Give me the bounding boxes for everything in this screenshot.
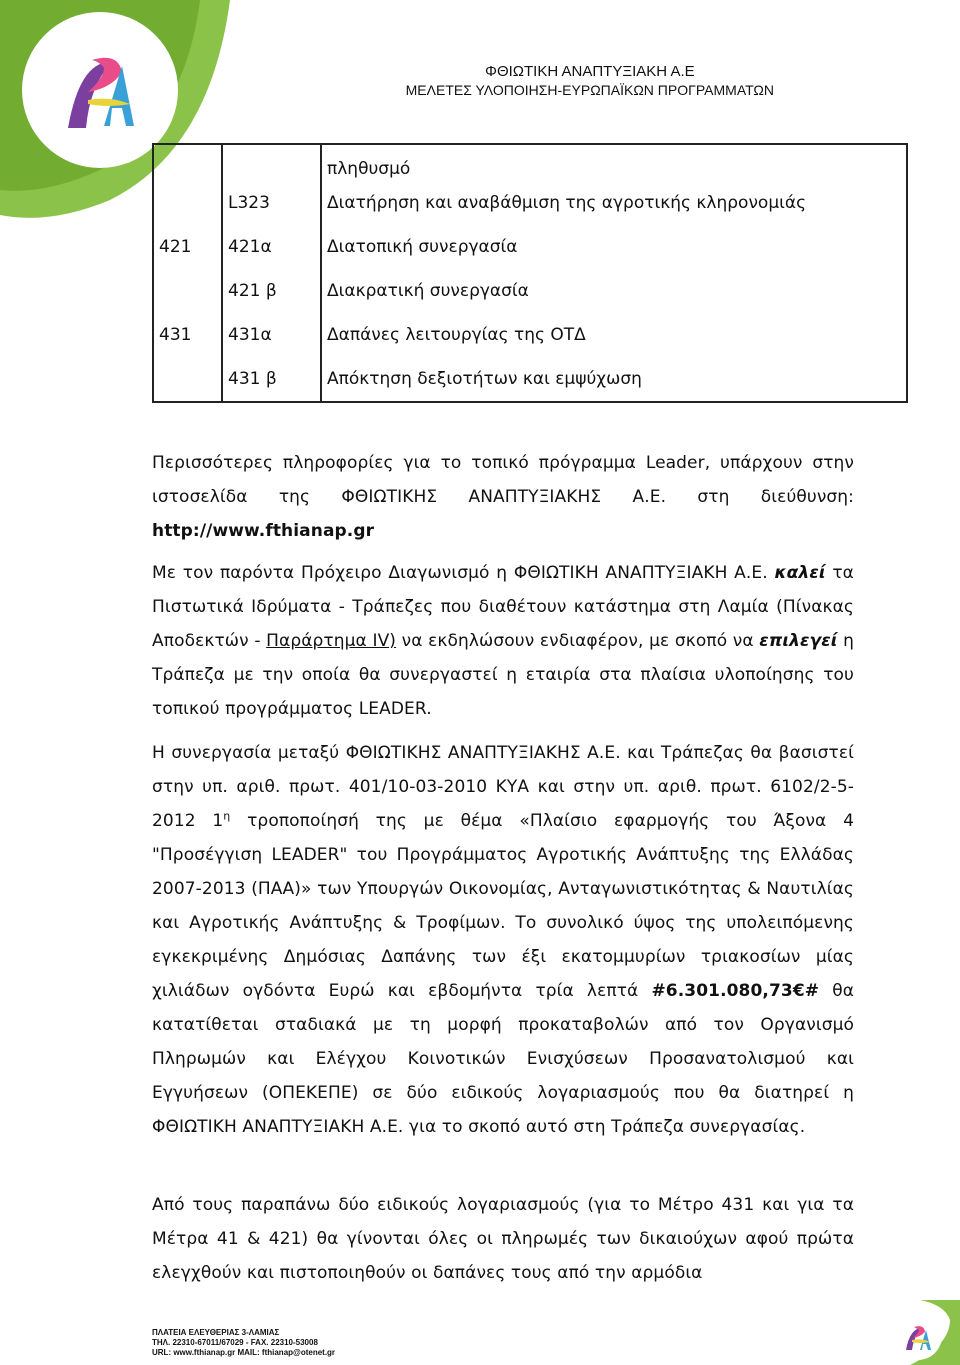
footer-logo — [870, 1300, 960, 1365]
payments-text: Από τους παραπάνω δύο ειδικούς λογαριασμούς (για το Μέτρο 431 και για τα Μέτρα 41 & 421) θα γίνονται όλες οι πληρωμές των δικαιούχων αφού πρώτα ελεγχθούν και πιστοποιηθούν οι δαπάνες τους από την αρμόδια — [152, 1195, 854, 1283]
table-row — [153, 269, 907, 313]
description-cell: Διακρατική συνεργασία — [321, 269, 907, 313]
cooperation-paragraph — [152, 736, 854, 1144]
footer-contact: URL: www.fthianap.gr MAIL: fthianap@otenet.gr — [152, 1348, 336, 1357]
table-row — [153, 357, 907, 402]
description-cell: Διατήρηση και αναβάθμιση της αγροτικής κληρονομιάς — [321, 181, 907, 225]
invitation-intro: Με τον παρόντα Πρόχειρο Διαγωνισμό η ΦΘΙΩΤΙΚΗ ΑΝΑΠΤΥΞΙΑΚΗ Α.Ε. — [152, 563, 768, 583]
cooperation-text-c: θα κατατίθεται σταδιακά με τη μορφή προκαταβολών από τον Οργανισμό Πληρωμών και Ελέγχου Κοινοτικών Ενισχύσεων Προσανατολισμού και Εγγυήσεων (ΟΠΕΚΕΠΕ) σε δύο ειδικούς λογαριασμούς που θα διατηρεί η ΦΘΙΩΤΙΚΗ ΑΝΑΠΤΥΞΙΑΚΗ Α.Ε. για το σκοπό αυτό στη Τράπεζα συνεργασίας. — [152, 981, 855, 1137]
table-row — [153, 225, 907, 269]
measure-cell — [153, 357, 222, 402]
info-paragraph — [152, 446, 854, 548]
submeasure-cell: 431α — [222, 313, 321, 357]
invitation-text-b: τα Πιστωτικά Ιδρύματα - Τράπεζες που διαθέτουν κατάστημα στη Λαμία (Πίνακας Αποδεκτών - — [152, 563, 854, 651]
description-cell: πληθυσμό — [321, 144, 907, 181]
ordinal-superscript: η — [223, 809, 231, 823]
info-text: Περισσότερες πληροφορίες για το τοπικό πρόγραμμα Leader, υπάρχουν στην ιστοσελίδα της ΦΘΙΩΤΙΚΗΣ ΑΝΑΠΤΥΞΙΑΚΗΣ Α.Ε. στη διεύθυνση: — [152, 453, 854, 507]
invitation-text-d: η Τράπεζα με την οποία θα συνεργαστεί η εταιρία στα πλαίσια υλοποίησης του τοπικού προγράμματος LEADER. — [152, 631, 854, 719]
measure-cell: 421 — [153, 225, 222, 269]
measure-cell — [153, 269, 222, 313]
submeasure-cell: 421 β — [222, 269, 321, 313]
measure-cell: 431 — [153, 313, 222, 357]
page-header — [406, 62, 774, 100]
amount-value: #6.301.080,73€# — [651, 981, 820, 1001]
submeasure-cell: L323 — [222, 181, 321, 225]
measure-cell — [153, 181, 222, 225]
table-row — [153, 181, 907, 225]
submeasure-cell: 421α — [222, 225, 321, 269]
table-row — [153, 313, 907, 357]
cooperation-text-a: Η συνεργασία μεταξύ ΦΘΙΩΤΙΚΗΣ ΑΝΑΠΤΥΞΙΑΚΗΣ Α.Ε. και Τράπεζας θα βασιστεί στην υπ. αριθ. πρωτ. 401/10-03-2010 ΚΥΑ και στην υπ. αριθ. πρωτ. 6102/2-5-2012 1 — [152, 743, 854, 831]
website-url[interactable]: http://www.fthianap.gr — [152, 521, 375, 541]
submeasure-cell — [222, 144, 321, 181]
description-cell: Απόκτηση δεξιοτήτων και εμψύχωση — [321, 357, 907, 402]
invitation-epilegei: επιλεγεί — [759, 631, 838, 651]
annex-link[interactable]: Παράρτημα IV) — [266, 631, 397, 651]
table-row — [153, 144, 907, 181]
header-subtitle: ΜΕΛΕΤΕΣ ΥΛΟΠΟΙΗΣΗ-ΕΥΡΩΠΑΪΚΩΝ ΠΡΟΓΡΑΜΜΑΤΩΝ — [405, 82, 774, 98]
measures-table — [152, 143, 908, 403]
page-footer — [152, 1328, 335, 1358]
description-cell: Διατοπική συνεργασία — [321, 225, 907, 269]
submeasure-cell: 431 β — [222, 357, 321, 402]
description-cell: Δαπάνες λειτουργίας της ΟΤΔ — [321, 313, 907, 357]
invitation-paragraph — [152, 556, 854, 726]
invitation-kalei: καλεί — [774, 563, 826, 583]
footer-address: ΠΛΑΤΕΙΑ ΕΛΕΥΘΕΡΙΑΣ 3-ΛΑΜΙΑΣ — [152, 1328, 280, 1337]
payments-paragraph — [152, 1188, 854, 1290]
cooperation-text-b: τροποποίησή της με θέμα «Πλαίσιο εφαρμογής του Άξονα 4 "Προσέγγιση LEADER" του Προγράμματος Αγροτικής Ανάπτυξης της Ελλάδας 2007-2013 (ΠΑΑ)» των Υπουργών Οικονομίας, Ανταγωνιστικότητας & Ναυτιλίας και Αγροτικής Ανάπτυξης & Τροφίμων. Το συνολικό ύψος της υπολειπόμενης εγκεκριμένης Δημόσιας Δαπάνης των έξι εκατομμυρίων τριακοσίων μίας χιλιάδων ογδόντα Ευρώ και εβδομήντα τρία λεπτά — [152, 811, 854, 1001]
header-company: ΦΘΙΩΤΙΚΗ ΑΝΑΠΤΥΞΙΑΚΗ Α.Ε — [484, 63, 695, 80]
footer-phone: ΤΗΛ. 22310-67011/67029 - FAX. 22310-53008 — [152, 1338, 318, 1347]
measure-cell — [153, 144, 222, 181]
invitation-text-c: να εκδηλώσουν ενδιαφέρον, με σκοπό να — [396, 631, 760, 651]
